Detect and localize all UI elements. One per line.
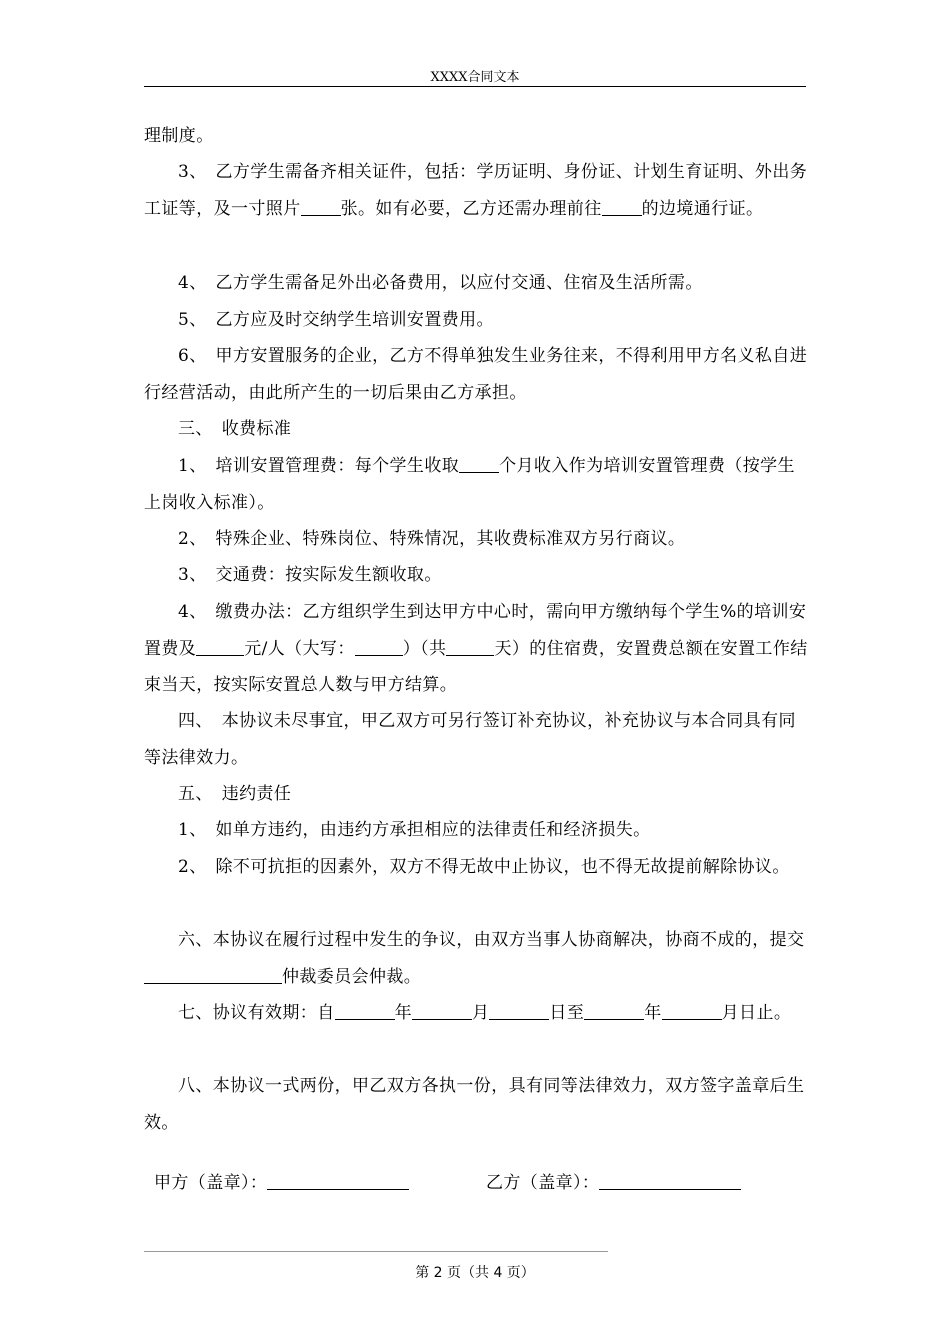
- paragraph-business: 6、 甲方安置服务的企业，乙方不得单独发生业务往来，不得利用甲方名义私自进行经营活动，由此所产生的一切后果由乙方承担。: [144, 346, 808, 403]
- paragraph-breach-1: 1、 如单方违约，由违约方承担相应的法律责任和经济损失。: [178, 820, 651, 840]
- blank-line: [489, 1001, 549, 1020]
- text-segment: 月: [472, 1003, 490, 1023]
- header-rule: [144, 86, 806, 87]
- text-segment: 元/人（大写：: [244, 638, 355, 659]
- signature-party-b: [486, 1168, 741, 1193]
- blank-line: [459, 454, 499, 473]
- blank-line: [584, 1001, 644, 1020]
- blank-line: [412, 1001, 472, 1020]
- paragraph-validity: [144, 995, 812, 1032]
- blank-line: [355, 637, 403, 656]
- text-segment: 年: [644, 1003, 662, 1023]
- signature-party-a: [154, 1168, 409, 1193]
- text-segment: 日至: [549, 1003, 585, 1023]
- text-segment: 天）的住宿费，安置费总额在安置工作结束当天，按实际安置总人数与甲方结算。: [144, 638, 808, 695]
- blank-line: [446, 637, 494, 656]
- paragraph-supplement: 四、 本协议未尽事宜，甲乙双方可另行签订补充协议，补充协议与本合同具有同等法律效力。: [144, 711, 796, 768]
- section-heading-breach: 五、 违约责任: [178, 784, 292, 804]
- text-segment: 3、 乙方学生需备齐相关证件，包括：学历证明、身份证、计划生育证明、外出务工证等，及一寸照片: [144, 162, 808, 219]
- text-segment: 六、本协议在履行过程中发生的争议，由双方当事人协商解决，协商不成的，提交: [178, 930, 805, 950]
- paragraph-1: 理制度。: [144, 126, 214, 146]
- paragraph-transport: 3、 交通费：按实际发生额收取。: [178, 565, 442, 585]
- text-segment: 个月收入作为培训安置管理费（按学生上岗收入标准）。: [144, 456, 795, 513]
- signature-line: [599, 1171, 741, 1190]
- paragraph-expenses: 4、 乙方学生需备足外出必备费用，以应付交通、住宿及生活所需。: [178, 273, 703, 293]
- text-segment: 日止。: [739, 1003, 792, 1023]
- text-segment: 1、 培训安置管理费：每个学生收取: [178, 456, 460, 476]
- paragraph-certificates: [144, 154, 812, 227]
- blank-line: [662, 1001, 722, 1020]
- section-heading-fees: 三、 收费标准: [178, 419, 292, 439]
- paragraph-special: 2、 特殊企业、特殊岗位、特殊情况，其收费标准双方另行商议。: [178, 529, 686, 549]
- blank-line: [602, 197, 642, 216]
- signature-label: 甲方（盖章）：: [154, 1173, 268, 1193]
- text-segment: 月: [721, 1003, 740, 1023]
- blank-line: [144, 965, 282, 984]
- text-segment: 4、 缴费办法：乙方组织学生到达甲方中心时，需向甲方缴纳每个学生%的培训安置费及: [144, 602, 807, 659]
- text-segment: 年: [394, 1003, 413, 1023]
- text-segment: 仲裁委员会仲裁。: [282, 966, 422, 987]
- paragraph-breach-2: 2、 除不可抗拒的因素外，双方不得无故中止协议，也不得无故提前解除协议。: [178, 857, 790, 877]
- blank-line: [335, 1001, 395, 1020]
- signature-line: [267, 1171, 409, 1190]
- text-segment: 七、协议有效期：自: [178, 1003, 335, 1023]
- signature-label: 乙方（盖章）：: [486, 1173, 600, 1193]
- text-segment: ）（共: [402, 638, 447, 659]
- blank-line: [301, 197, 341, 216]
- header-title: XXXX合同文本: [430, 70, 520, 85]
- page-number: 第 2 页（共 4 页）: [415, 1265, 535, 1281]
- paragraph-fees: 5、 乙方应及时交纳学生培训安置费用。: [178, 310, 494, 330]
- paragraph-management-fee: [144, 448, 812, 521]
- text-segment: 张。如有必要，乙方还需办理前往: [340, 198, 602, 219]
- paragraph-copies: 八、本协议一式两份，甲乙双方各执一份，具有同等法律效力，双方签字盖章后生效。: [144, 1076, 805, 1133]
- footer-rule: [144, 1251, 608, 1252]
- blank-line: [196, 637, 244, 656]
- paragraph-arbitration: [144, 922, 812, 995]
- text-segment: 的边境通行证。: [641, 198, 764, 219]
- paragraph-payment: [144, 594, 812, 704]
